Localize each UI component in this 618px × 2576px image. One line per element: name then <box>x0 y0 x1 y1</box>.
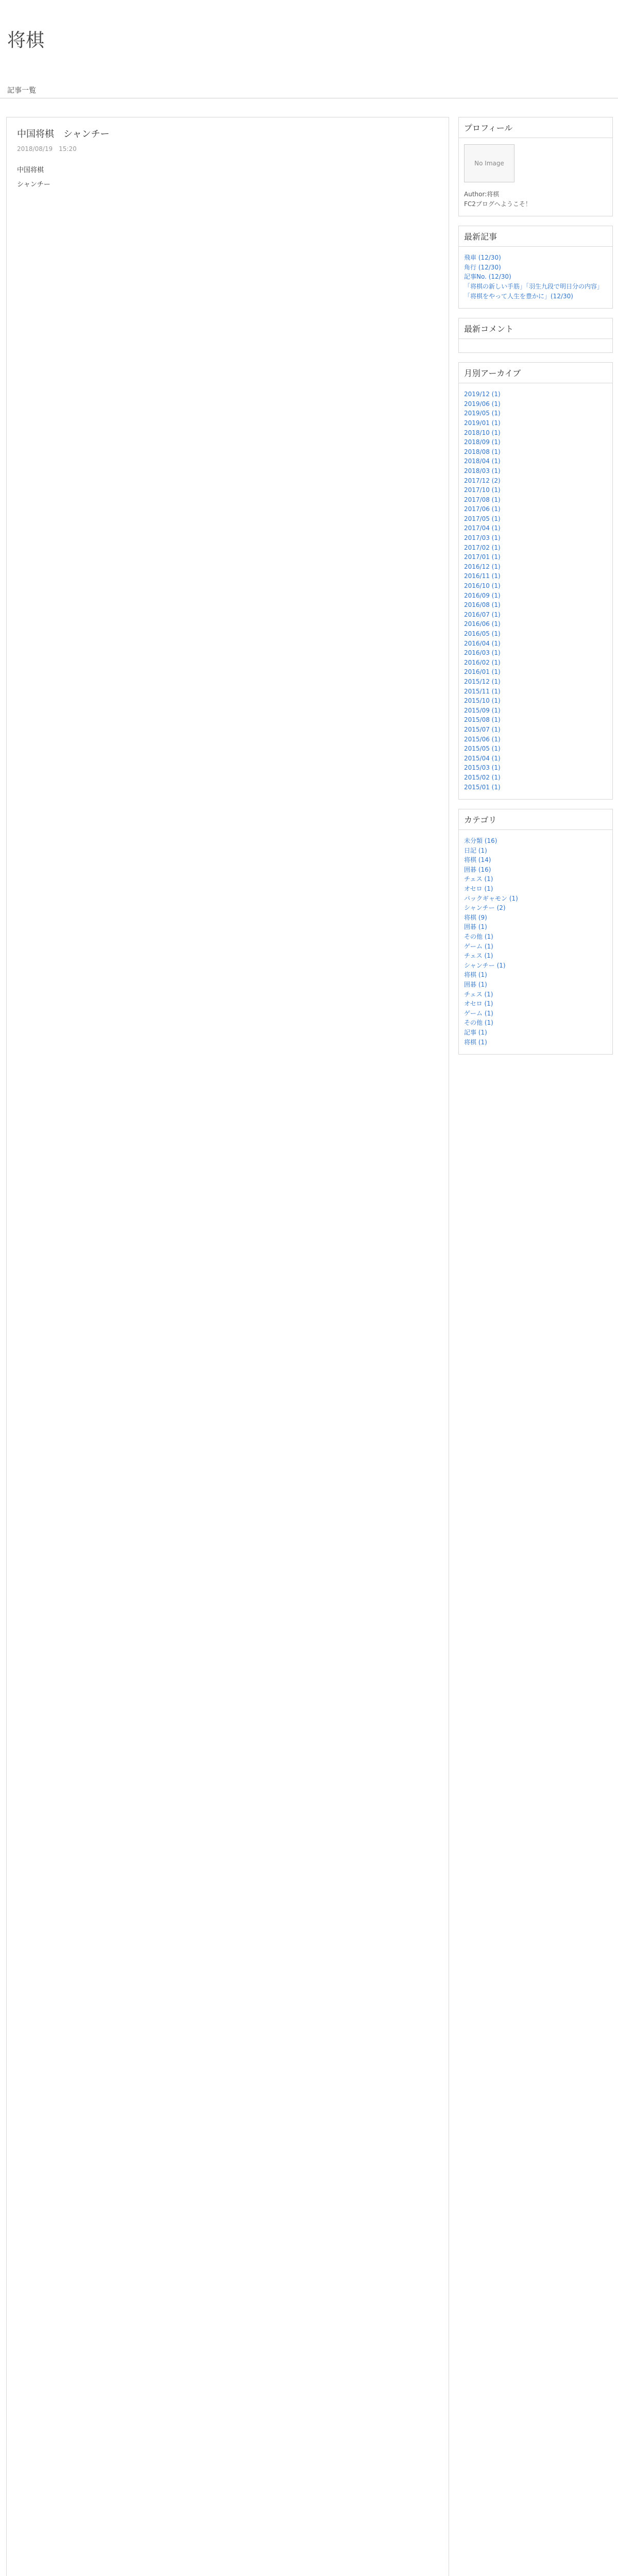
category-item-6[interactable]: オセロ (1) <box>464 885 493 893</box>
archive-item-21[interactable]: 2016/10 (1) <box>464 582 501 590</box>
site-header <box>0 0 618 95</box>
archive-item-17[interactable]: 2017/02 (1) <box>464 544 501 551</box>
article-line-1-1: 中国将棋 <box>17 166 44 174</box>
recent-post-2[interactable]: 角行 (12/30) <box>464 263 501 271</box>
category-item-17[interactable]: チェス (1) <box>464 990 493 998</box>
archive-item-36[interactable]: 2015/07 (1) <box>464 725 501 733</box>
article-line-1-2: シャンチー <box>17 180 50 189</box>
archive-item-19[interactable]: 2016/12 (1) <box>464 563 501 570</box>
recent-post-3[interactable]: 記事No. (12/30) <box>464 273 511 281</box>
category-item-12[interactable]: ゲーム (1) <box>464 942 493 950</box>
archive-item-1[interactable]: 2019/12 (1) <box>464 391 501 398</box>
archive-item-10[interactable]: 2017/12 (2) <box>464 477 501 484</box>
recent-post-5[interactable]: 「将棋をやって人生を豊かに」(12/30) <box>464 292 573 300</box>
archive-item-34[interactable]: 2015/09 (1) <box>464 706 501 714</box>
archive-item-13[interactable]: 2017/06 (1) <box>464 505 501 513</box>
archive-item-33[interactable]: 2015/10 (1) <box>464 697 501 705</box>
category-item-2[interactable]: 日記 (1) <box>464 846 487 854</box>
archive-item-41[interactable]: 2015/02 (1) <box>464 773 501 781</box>
archive-item-26[interactable]: 2016/05 (1) <box>464 630 501 637</box>
site-title[interactable]: 将棋 <box>7 30 45 51</box>
article-section-1 <box>17 165 438 190</box>
archive-item-3[interactable]: 2019/05 (1) <box>464 410 501 417</box>
archive-item-37[interactable]: 2015/06 (1) <box>464 735 501 743</box>
category-item-14[interactable]: シャンチー (1) <box>464 961 506 969</box>
archive-item-8[interactable]: 2018/04 (1) <box>464 457 501 465</box>
profile-title: プロフィール <box>459 117 612 138</box>
category-item-10[interactable]: 囲碁 (1) <box>464 923 487 931</box>
post-title: 中国将棋 シャンチー <box>17 129 110 140</box>
archive-item-15[interactable]: 2017/04 (1) <box>464 524 501 532</box>
categories-title: カテゴリ <box>459 809 612 830</box>
category-item-3[interactable]: 将棋 (14) <box>464 856 491 864</box>
archive-item-28[interactable]: 2016/03 (1) <box>464 649 501 657</box>
archive-item-38[interactable]: 2015/05 (1) <box>464 745 501 753</box>
archives-title: 月別アーカイブ <box>459 363 612 383</box>
category-item-16[interactable]: 囲碁 (1) <box>464 981 487 988</box>
category-item-8[interactable]: シャンチー (2) <box>464 904 506 912</box>
article-section-body-1 <box>17 165 438 190</box>
recent-posts-list <box>459 247 612 308</box>
category-item-9[interactable]: 将棋 (9) <box>464 913 487 921</box>
archive-item-12[interactable]: 2017/08 (1) <box>464 496 501 503</box>
archive-item-16[interactable]: 2017/03 (1) <box>464 534 501 542</box>
recent-comments-body <box>459 339 612 352</box>
category-item-4[interactable]: 囲碁 (16) <box>464 866 491 873</box>
archive-item-40[interactable]: 2015/03 (1) <box>464 764 501 772</box>
archive-item-7[interactable]: 2018/08 (1) <box>464 448 501 455</box>
profile-body <box>459 138 612 216</box>
profile-widget <box>458 117 613 216</box>
recent-comments-widget <box>458 318 613 353</box>
category-item-5[interactable]: チェス (1) <box>464 875 493 883</box>
archive-item-18[interactable]: 2017/01 (1) <box>464 553 501 561</box>
recent-post-1[interactable]: 飛車 (12/30) <box>464 254 501 262</box>
archives-widget <box>458 362 613 800</box>
archive-item-14[interactable]: 2017/05 (1) <box>464 515 501 522</box>
archives-list <box>459 383 612 799</box>
category-item-13[interactable]: チェス (1) <box>464 952 493 960</box>
archive-item-2[interactable]: 2019/06 (1) <box>464 400 501 408</box>
recent-posts-widget <box>458 226 613 309</box>
category-item-20[interactable]: その他 (1) <box>464 1019 493 1027</box>
archive-item-4[interactable]: 2019/01 (1) <box>464 419 501 427</box>
archive-item-20[interactable]: 2016/11 (1) <box>464 572 501 580</box>
archive-item-27[interactable]: 2016/04 (1) <box>464 639 501 647</box>
archive-item-22[interactable]: 2016/09 (1) <box>464 591 501 599</box>
archive-item-39[interactable]: 2015/04 (1) <box>464 754 501 762</box>
archive-item-32[interactable]: 2015/11 (1) <box>464 687 501 695</box>
profile-subtitle: FC2ブログへようこそ！ <box>464 200 531 208</box>
category-item-18[interactable]: オセロ (1) <box>464 1000 493 1008</box>
profile-image: No Image <box>464 144 514 182</box>
category-item-1[interactable]: 未分類 (16) <box>464 837 497 845</box>
archive-item-5[interactable]: 2018/10 (1) <box>464 429 501 436</box>
archive-item-25[interactable]: 2016/06 (1) <box>464 620 501 628</box>
archive-item-35[interactable]: 2015/08 (1) <box>464 716 501 724</box>
recent-comments-title: 最新コメント <box>459 318 612 339</box>
archive-item-11[interactable]: 2017/10 (1) <box>464 486 501 494</box>
main-content <box>6 117 449 2576</box>
site-nav-link[interactable]: 記事一覧 <box>7 87 36 95</box>
categories-widget <box>458 809 613 1055</box>
archive-item-42[interactable]: 2015/01 (1) <box>464 783 501 791</box>
categories-list <box>459 830 612 1054</box>
archive-item-29[interactable]: 2016/02 (1) <box>464 658 501 666</box>
archive-item-9[interactable]: 2018/03 (1) <box>464 467 501 474</box>
category-item-21[interactable]: 記事 (1) <box>464 1028 487 1036</box>
post-date: 2018/08/19 15:20 <box>17 145 77 152</box>
archive-item-24[interactable]: 2016/07 (1) <box>464 611 501 618</box>
recent-post-4[interactable]: 「将棋の新しい手筋」「羽生九段で明日分の内容」 <box>464 282 604 290</box>
recent-posts-title: 最新記事 <box>459 226 612 247</box>
archive-item-6[interactable]: 2018/09 (1) <box>464 438 501 446</box>
article-sections <box>17 165 438 190</box>
category-item-22[interactable]: 将棋 (1) <box>464 1038 487 1046</box>
sidebar <box>458 117 613 1064</box>
category-item-11[interactable]: その他 (1) <box>464 933 493 941</box>
archive-item-30[interactable]: 2016/01 (1) <box>464 668 501 676</box>
profile-author: Author:将棋 <box>464 191 500 198</box>
archive-item-23[interactable]: 2016/08 (1) <box>464 601 501 609</box>
category-item-7[interactable]: バックギャモン (1) <box>464 894 518 902</box>
category-item-15[interactable]: 将棋 (1) <box>464 971 487 979</box>
category-item-19[interactable]: ゲーム (1) <box>464 1009 493 1017</box>
archive-item-31[interactable]: 2015/12 (1) <box>464 677 501 685</box>
